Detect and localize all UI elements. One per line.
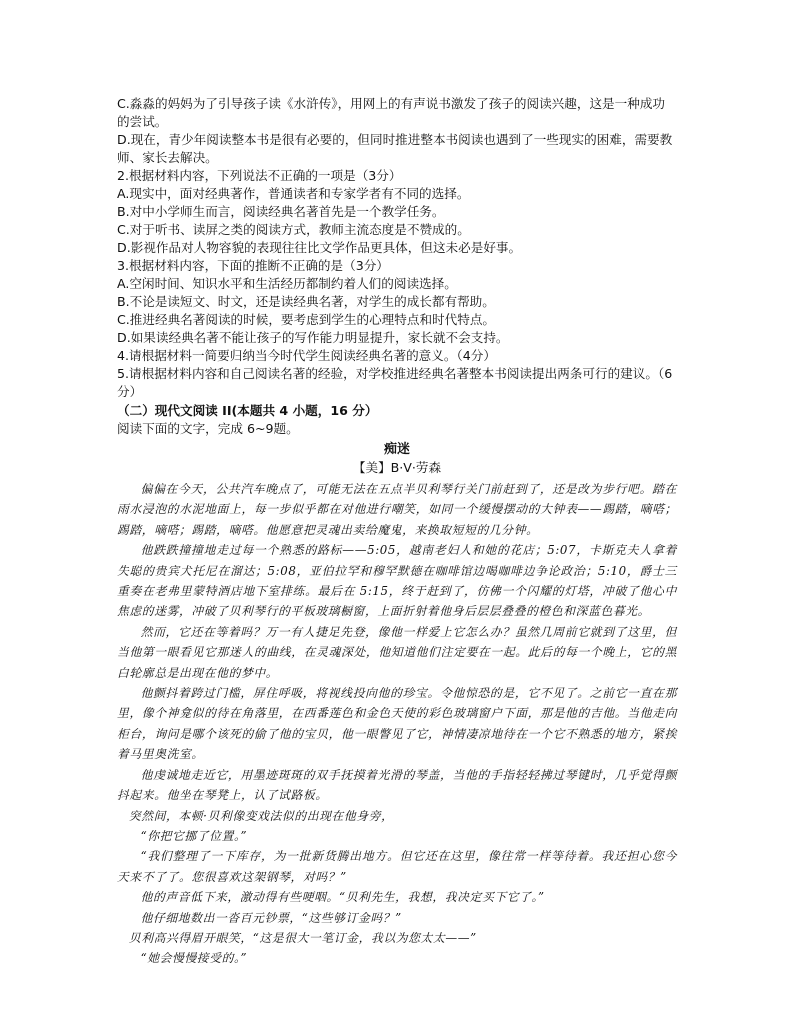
story-paragraph: “她会慢慢接受的。” (140, 951, 248, 966)
story-body (117, 479, 677, 969)
option-b-q2: B.对中小学师生而言，阅读经典名著首先是一个教学任务。 (117, 204, 445, 219)
story-author: 【美】B·V·劳森 (352, 460, 442, 475)
story-paragraph: 突然间，本顿·贝利像变戏法似的出现在他身旁， (128, 808, 394, 823)
story-paragraph: “你把它挪了位置。” (140, 828, 248, 843)
story-paragraph: 贝利高兴得眉开眼笑，“这是很大一笔订金，我以为您太太——” (128, 930, 477, 945)
story-paragraph: 他跌跌撞撞地走过每一个熟悉的路标——5:05，越南老妇人和她的花店；5:07，卡斯克夫人拿着失聪的贵宾犬托尼在溜达；5:08，亚伯拉罕和穆罕默德在咖啡馆边喝咖啡边争论政治；5:10，爵士三重奏在老弗里蒙特酒店地下室排练。最后在 5:15，终于赶到了，仿佛一个闪耀的灯塔，冲破了他心中焦虑的迷雾，冲破了贝利琴行的平板玻璃橱窗，上面折射着他身后层层叠叠的橙色和深蓝色暮光。 (117, 543, 677, 619)
story-paragraph: 他的声音低下来，激动得有些哽咽。“贝利先生，我想，我决定买下它了。” (140, 890, 545, 905)
section-heading: （二）现代文阅读 II(本题共 4 小题，16 分） (117, 403, 378, 418)
option-a-q2: A.现实中，面对经典著作，普通读者和专家学者有不同的选择。 (117, 186, 470, 201)
option-a-q3: A.空闲时间、知识水平和生活经历都制约着人们的阅读选择。 (117, 276, 457, 291)
option-d-q3: D.如果读经典名著不能让孩子的写作能力明显提升，家长就不会支持。 (117, 330, 509, 345)
option-c-q1: C.淼淼的妈妈为了引导孩子读《水浒传》，用网上的有声说书激发了孩子的阅读兴趣，这是一种成功的尝试。 (117, 96, 666, 129)
story-title: 痴迷 (383, 442, 410, 457)
option-b-q3: B.不论是读短文、时文，还是读经典名著，对学生的成长都有帮助。 (117, 294, 495, 309)
option-c-q2: C.对于听书、读屏之类的阅读方式，教师主流态度是不赞成的。 (117, 222, 470, 237)
question-3: 3.根据材料内容，下面的推断不正确的是（3分） (117, 258, 389, 273)
question-5: 5.请根据材料内容和自己阅读名著的经验，对学校推进经典名著整本书阅读提出两条可行的建议。（6分） (117, 366, 673, 399)
story-paragraph: 然而，它还在等着吗？万一有人捷足先登，像他一样爱上它怎么办？虽然几周前它就到了这里，但当他第一眼看见它那迷人的曲线，在灵魂深处，他知道他们注定要在一起。此后的每一个晚上，它的黑白轮廓总是出现在他的梦中。 (117, 624, 677, 680)
story-paragraph: “我们整理了一下库存，为一批新货腾出地方。但它还在这里，像往常一样等待着。我还担心您今天来不了了。您很喜欢这架钢琴，对吗？” (117, 849, 677, 884)
story-paragraph: 他仔细地数出一沓百元钞票，“这些够订金吗？” (140, 910, 402, 925)
document-page (117, 95, 677, 969)
story-paragraph: 他虔诚地走近它，用墨迹斑斑的双手抚摸着光滑的琴盖，当他的手指轻轻拂过琴键时，几乎觉得颤抖起来。他坐在琴凳上，认了试路板。 (117, 767, 677, 803)
question-4: 4.请根据材料一简要归纳当今时代学生阅读经典名著的意义。（4分） (117, 348, 496, 363)
reading-instruction: 阅读下面的文字，完成 6~9题。 (117, 421, 299, 436)
option-d-q2: D.影视作品对人物容貌的表现往往比文学作品更具体，但这未必是好事。 (117, 240, 522, 255)
option-c-q3: C.推进经典名著阅读的时候，要考虑到学生的心理特点和时代特点。 (117, 312, 496, 327)
story-paragraph: 偏偏在今天，公共汽车晚点了，可能无法在五点半贝利琴行关门前赶到了，还是改为步行吧。踏在雨水浸泡的水泥地面上，每一步似乎都在对他进行嘲笑，如同一个缓慢摆动的大钟表——踢踏，嘀嗒；踢踏，嘀嗒；踢踏，嘀嗒。他愿意把灵魂出卖给魔鬼，来换取短短的几分钟。 (117, 482, 677, 537)
option-d-q1: D.现在，青少年阅读整本书是很有必要的，但同时推进整本书阅读也遇到了一些现实的困难，需要教师、家长去解决。 (117, 132, 673, 165)
question-2: 2.根据材料内容，下列说法不正确的一项是（3分） (117, 168, 402, 183)
question-block (117, 95, 677, 401)
story-paragraph: 他颤抖着跨过门槛，屏住呼吸，将视线投向他的珍宝。令他惊恐的是，它不见了。之前它一直在那里，像个神龛似的待在角落里，在西番莲色和金色天使的彩色玻璃窗户下面，那是他的吉他。当他走向柜台，询问是哪个该死的偷了他的宝贝，他一眼瞥见了它，神情凄凉地待在一个它不熟悉的地方，紧挨着马里奥洗室。 (117, 686, 677, 762)
